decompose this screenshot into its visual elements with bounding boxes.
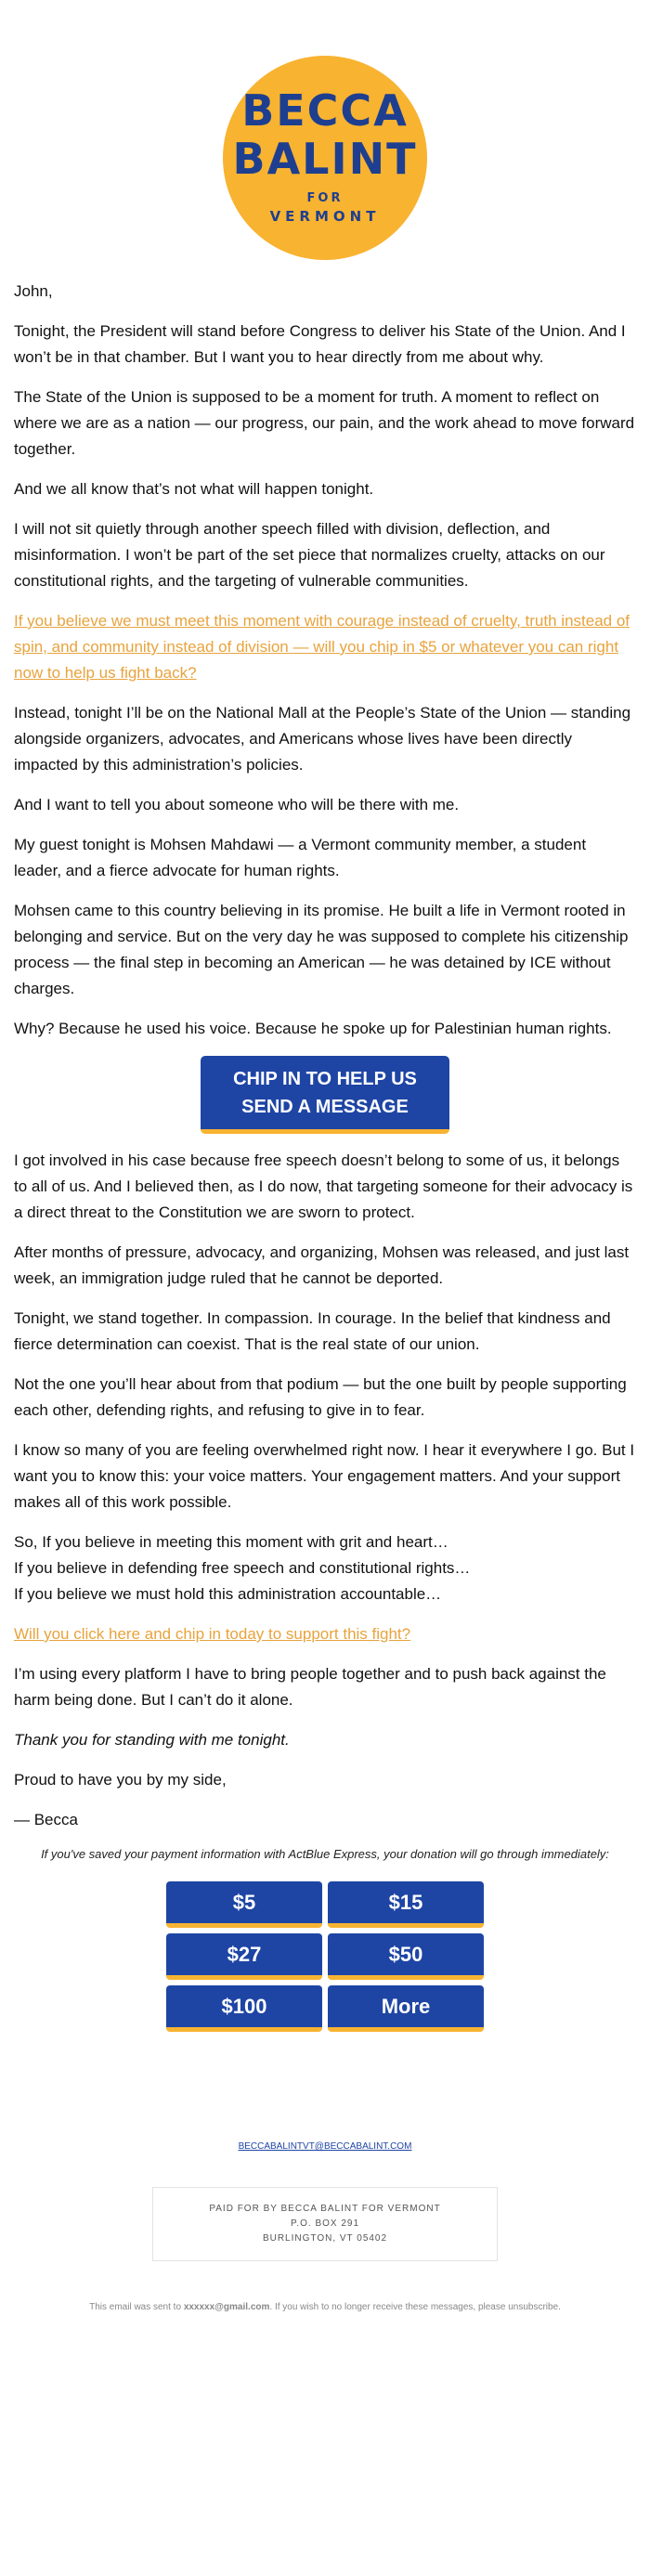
logo-text-state: VERMONT (269, 208, 381, 225)
footer-note (0, 2302, 650, 2368)
paragraph: And we all know that’s not what will happen tonight. (14, 480, 374, 498)
unsubscribe-text[interactable]: . If you wish to no longer receive these messages, please unsubscribe. (269, 2302, 561, 2312)
donate-15-button[interactable]: $15 (328, 1881, 484, 1928)
paragraph: Tonight, we stand together. In compassion. In courage. In the belief that kindness and fierce determination can coexist. That is the real state of our union. (14, 1309, 611, 1353)
logo-text-last: BALINT (232, 134, 418, 184)
paragraph: Instead, tonight I’ll be on the National Mall at the People’s State of the Union — standing alongside organizers, advocates, and Americans whose lives have been directly impacted by this administration’s policies. (14, 704, 631, 774)
paragraph: Mohsen came to this country believing in its promise. He built a life in Vermont rooted in belonging and service. But on the very day he was supposed to complete his citizenship process — the final step in becoming an American — he was detained by ICE without charges. (14, 902, 629, 997)
paragraph: And I want to tell you about someone who will be there with me. (14, 796, 460, 813)
donation-amount-grid (166, 1881, 484, 2032)
donate-27-button[interactable]: $27 (166, 1933, 322, 1980)
contact-email-link[interactable]: BECCABALINTVT@BECCABALINT.COM (238, 2141, 412, 2152)
closing-line: Proud to have you by my side, (14, 1771, 227, 1789)
city-line: BURLINGTON, VT 05402 (262, 2233, 388, 2244)
thank-you-line: Thank you for standing with me tonight. (14, 1731, 290, 1749)
chip-in-link[interactable]: Will you click here and chip in today to support this fight? (14, 1625, 411, 1643)
paragraph: I will not sit quietly through another speech filled with division, deflection, and misinformation. I won’t be part of the set piece that normalizes cruelty, attacks on our constitutional rights, and the targeting of vulnerable communities. (14, 520, 605, 590)
logo-text-first: BECCA (241, 85, 409, 136)
donate-link-paragraph (14, 608, 636, 686)
campaign-logo (223, 56, 427, 260)
paragraph: I know so many of you are feeling overwhelmed right now. I hear it everywhere I go. But I want you to know this: your voice matters. Your engagement matters. And your support makes all of this work possible. (14, 1441, 635, 1511)
paragraph: Not the one you’ll hear about from that podium — but the one built by people supporting each other, defending rights, and refusing to give in to fear. (14, 1375, 627, 1419)
paragraph: I got involved in his case because free speech doesn’t belong to some of us, it belongs to all of us. And I believed then, as I do now, that targeting someone for their advocacy is a direct threat to the Constitution we are sworn to protect. (14, 1151, 633, 1221)
paragraph: After months of pressure, advocacy, and organizing, Mohsen was released, and just last week, an immigration judge ruled that he cannot be deported. (14, 1243, 630, 1287)
footer-note-prefix: This email was sent to (89, 2302, 184, 2312)
paragraph: My guest tonight is Mohsen Mahdawi — a Vermont community member, a student leader, and a fierce advocate for human rights. (14, 836, 587, 879)
email-body (0, 279, 650, 1833)
contact-email-row (0, 2141, 650, 2152)
recipient-email: xxxxxx@gmail.com (183, 2302, 270, 2312)
donate-50-button[interactable]: $50 (328, 1933, 484, 1980)
paragraph: I’m using every platform I have to bring people together and to push back against the harm being done. But I can’t do it alone. (14, 1665, 606, 1709)
cta-row (14, 1056, 636, 1134)
belief-line: If you believe we must hold this administration accountable… (14, 1585, 442, 1603)
belief-line: If you believe in defending free speech and constitutional rights… (14, 1559, 471, 1577)
paragraph: The State of the Union is supposed to be a moment for truth. A moment to reflect on where we are as a nation — our progress, our pain, and the work ahead to move forward together. (14, 388, 635, 458)
donate-more-button[interactable]: More (328, 1985, 484, 2032)
belief-line: So, If you believe in meeting this moment with grit and heart… (14, 1533, 448, 1551)
logo-text-for: FOR (306, 191, 344, 205)
greeting: John, (14, 282, 53, 300)
signature: — Becca (14, 1811, 78, 1828)
header (0, 0, 650, 279)
paid-for-line: PAID FOR BY BECCA BALINT FOR VERMONT (209, 2204, 441, 2214)
paragraph: Why? Because he used his voice. Because he spoke up for Palestinian human rights. (14, 1020, 612, 1037)
cta-label-line1: CHIP IN TO HELP US (233, 1068, 417, 1089)
donate-link-paragraph (14, 1621, 636, 1647)
donate-5-button[interactable]: $5 (166, 1881, 322, 1928)
paragraph: Tonight, the President will stand before Congress to deliver his State of the Union. And I won’t be in that chamber. But I want you to hear directly from me about why. (14, 322, 626, 366)
chip-in-button[interactable] (201, 1056, 449, 1134)
po-box-line: P.O. BOX 291 (290, 2218, 360, 2229)
donate-100-button[interactable]: $100 (166, 1985, 322, 2032)
donate-link[interactable]: If you believe we must meet this moment with courage instead of cruelty, truth instead of spin, and community instead of division — will you chip in $5 or whatever you can right now to help us fight back? (14, 612, 630, 682)
paid-for-disclaimer (152, 2187, 498, 2261)
actblue-express-note: If you've saved your payment information with ActBlue Express, your donation will go through immediately: (41, 1847, 609, 1861)
cta-label-line2: SEND A MESSAGE (241, 1096, 409, 1117)
belief-list (14, 1529, 636, 1607)
